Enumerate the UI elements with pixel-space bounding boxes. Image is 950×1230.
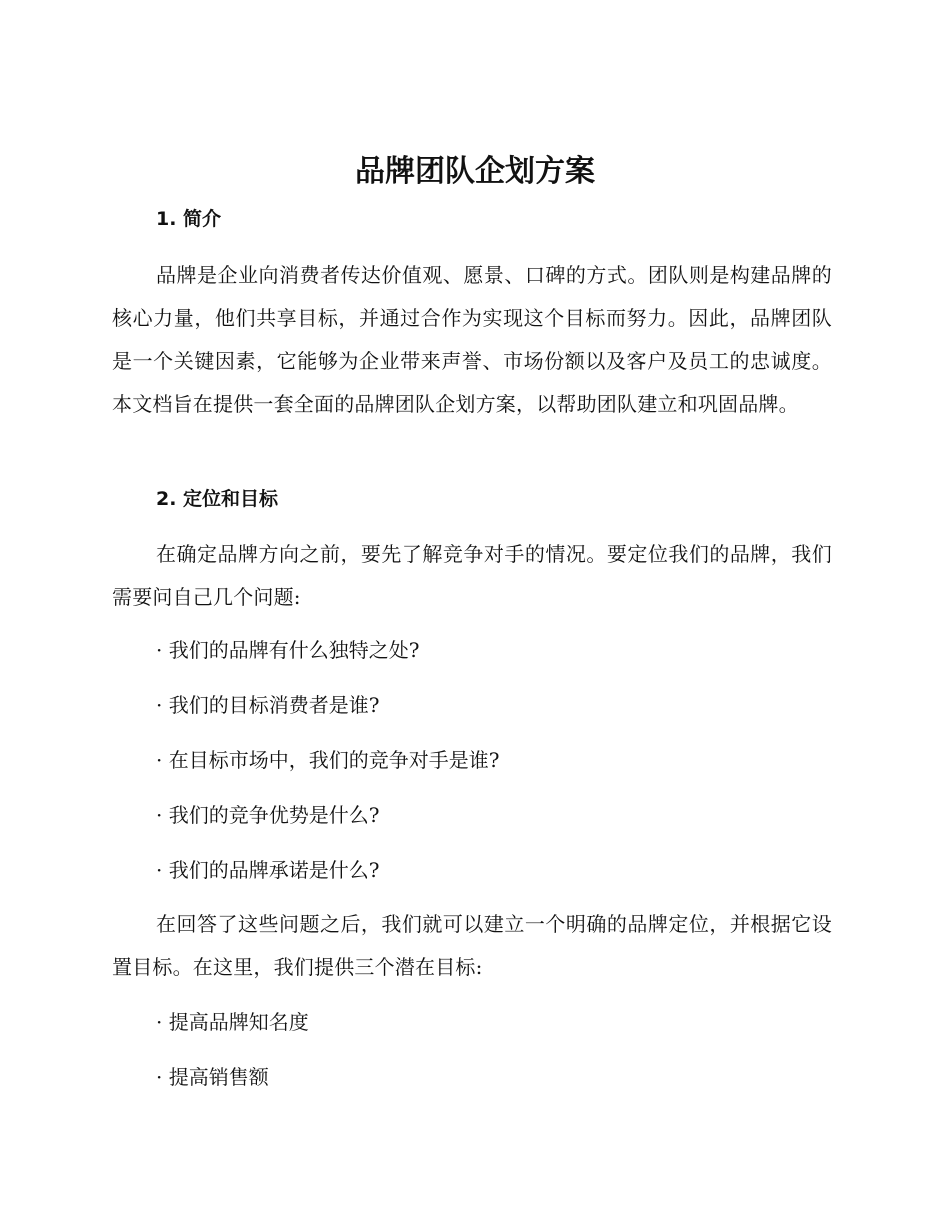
positioning-intro-paragraph: 在确定品牌方向之前，要先了解竞争对手的情况。要定位我们的品牌，我们需要问自己几个问题:	[112, 542, 832, 609]
question-item: · 在目标市场中，我们的竞争对手是谁?	[156, 748, 500, 772]
section-heading-intro: 1. 简介	[156, 208, 222, 230]
goal-item: · 提高品牌知名度	[156, 1010, 309, 1034]
goals-intro-paragraph: 在回答了这些问题之后，我们就可以建立一个明确的品牌定位，并根据它设置目标。在这里，我们提供三个潜在目标:	[112, 912, 832, 979]
question-item: · 我们的品牌承诺是什么?	[156, 858, 380, 882]
question-item: · 我们的竞争优势是什么?	[156, 803, 380, 827]
section-heading-positioning: 2. 定位和目标	[156, 488, 279, 510]
question-item: · 我们的目标消费者是谁?	[156, 693, 380, 717]
document-title: 品牌团队企划方案	[355, 154, 595, 189]
goal-item: · 提高销售额	[156, 1065, 269, 1089]
intro-paragraph: 品牌是企业向消费者传达价值观、愿景、口碑的方式。团队则是构建品牌的核心力量，他们共享目标，并通过合作为实现这个目标而努力。因此，品牌团队是一个关键因素，它能够为企业带来声誉、市场份额以及客户及员工的忠诚度。本文档旨在提供一套全面的品牌团队企划方案，以帮助团队建立和巩固品牌。	[112, 263, 832, 416]
question-item: · 我们的品牌有什么独特之处?	[156, 638, 420, 662]
